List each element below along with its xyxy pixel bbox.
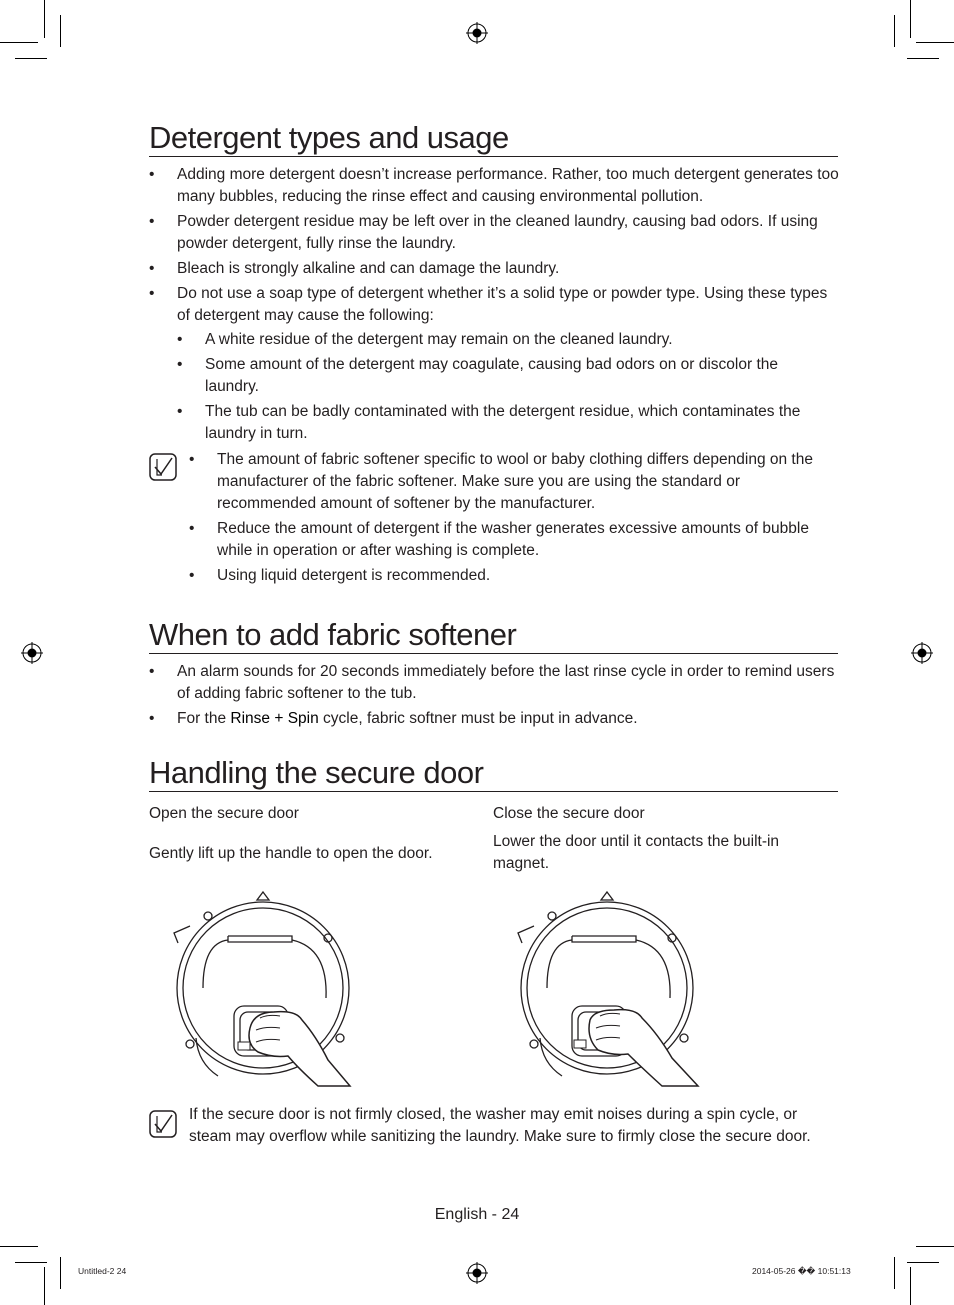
detergent-note-list	[189, 449, 829, 590]
crop-mark	[15, 1262, 47, 1263]
bullet-text-prefix: For the	[177, 710, 231, 727]
list-item: • Powder detergent residue may be left over in the cleaned laundry, causing bad odors. If using powder detergent, fully rinse the laundry.	[149, 211, 839, 255]
crop-mark	[907, 58, 939, 59]
crop-mark	[44, 1267, 45, 1305]
section-title-detergent: Detergent types and usage	[149, 120, 838, 157]
section-title-door: Handling the secure door	[149, 755, 838, 792]
page-number: English - 24	[434, 1206, 520, 1223]
list-item: • An alarm sounds for 20 seconds immediately before the last rinse cycle in order to remind users of adding fabric softener to the tub.	[149, 661, 839, 705]
crop-mark	[0, 42, 38, 43]
section-title-softener: When to add fabric softener	[149, 617, 838, 654]
list-item: • Using liquid detergent is recommended.	[189, 565, 829, 587]
close-door-text: Lower the door until it contacts the built-in magnet.	[493, 833, 780, 872]
list-item: • Reduce the amount of detergent if the washer generates excessive amounts of bubble while in operation or after washing is complete.	[189, 518, 829, 562]
crop-mark	[60, 1257, 61, 1289]
list-item: • Adding more detergent doesn’t increase performance. Rather, too much detergent generates too many bubbles, reducing the rinse effect and causing environmental pollution.	[149, 164, 839, 208]
close-door-heading: Close the secure door	[493, 805, 645, 822]
timestamp: 2014-05-26 �� 10:51:13	[752, 1266, 851, 1276]
open-door-illustration	[168, 888, 358, 1088]
registration-mark-icon	[466, 22, 488, 44]
crop-mark	[907, 1262, 939, 1263]
list-item	[149, 708, 839, 730]
crop-mark	[916, 42, 954, 43]
crop-mark	[910, 0, 911, 38]
crop-mark	[60, 15, 61, 47]
registration-mark-icon	[21, 642, 43, 664]
close-door-illustration	[512, 888, 702, 1088]
registration-mark-icon	[466, 1262, 488, 1284]
detergent-bullet-list	[149, 164, 839, 330]
detergent-sub-bullet-list	[177, 329, 827, 448]
list-item: • Do not use a soap type of detergent whether it’s a solid type or powder type. Using these types of detergent may cause the following:	[149, 283, 839, 327]
registration-mark-icon	[911, 642, 933, 664]
list-item: • The tub can be badly contaminated with the detergent residue, which contaminates the laundry in turn.	[177, 401, 827, 445]
list-item: • The amount of fabric softener specific to wool or baby clothing differs depending on the manufacturer of the fabric softener. Make sure you are using the standard or recommended amount of softener by the manufacturer.	[189, 449, 829, 515]
list-item: • Bleach is strongly alkaline and can damage the laundry.	[149, 258, 839, 280]
note-pencil-icon	[149, 1110, 177, 1138]
list-item: • Some amount of the detergent may coagulate, causing bad odors on or discolor the laundry.	[177, 354, 827, 398]
crop-mark	[44, 0, 45, 38]
crop-mark	[910, 1267, 911, 1305]
note-pencil-icon	[149, 453, 177, 481]
cycle-name: Rinse + Spin	[230, 710, 319, 727]
softener-bullet-list	[149, 661, 839, 733]
crop-mark	[0, 1246, 38, 1247]
crop-mark	[15, 58, 47, 59]
open-door-text: Gently lift up the handle to open the door.	[149, 845, 433, 862]
crop-mark	[894, 1257, 895, 1289]
bullet-text-suffix: cycle, fabric softner must be input in advance.	[318, 710, 638, 727]
crop-mark	[916, 1246, 954, 1247]
list-item: • A white residue of the detergent may remain on the cleaned laundry.	[177, 329, 827, 351]
file-info: Untitled-2 24	[78, 1266, 127, 1276]
door-note-text: If the secure door is not firmly closed, the washer may emit noises during a spin cycle, or steam may overflow while sanitizing the laundry. Make sure to firmly close the secure door.	[189, 1106, 811, 1145]
crop-mark	[894, 15, 895, 47]
open-door-heading: Open the secure door	[149, 805, 299, 822]
